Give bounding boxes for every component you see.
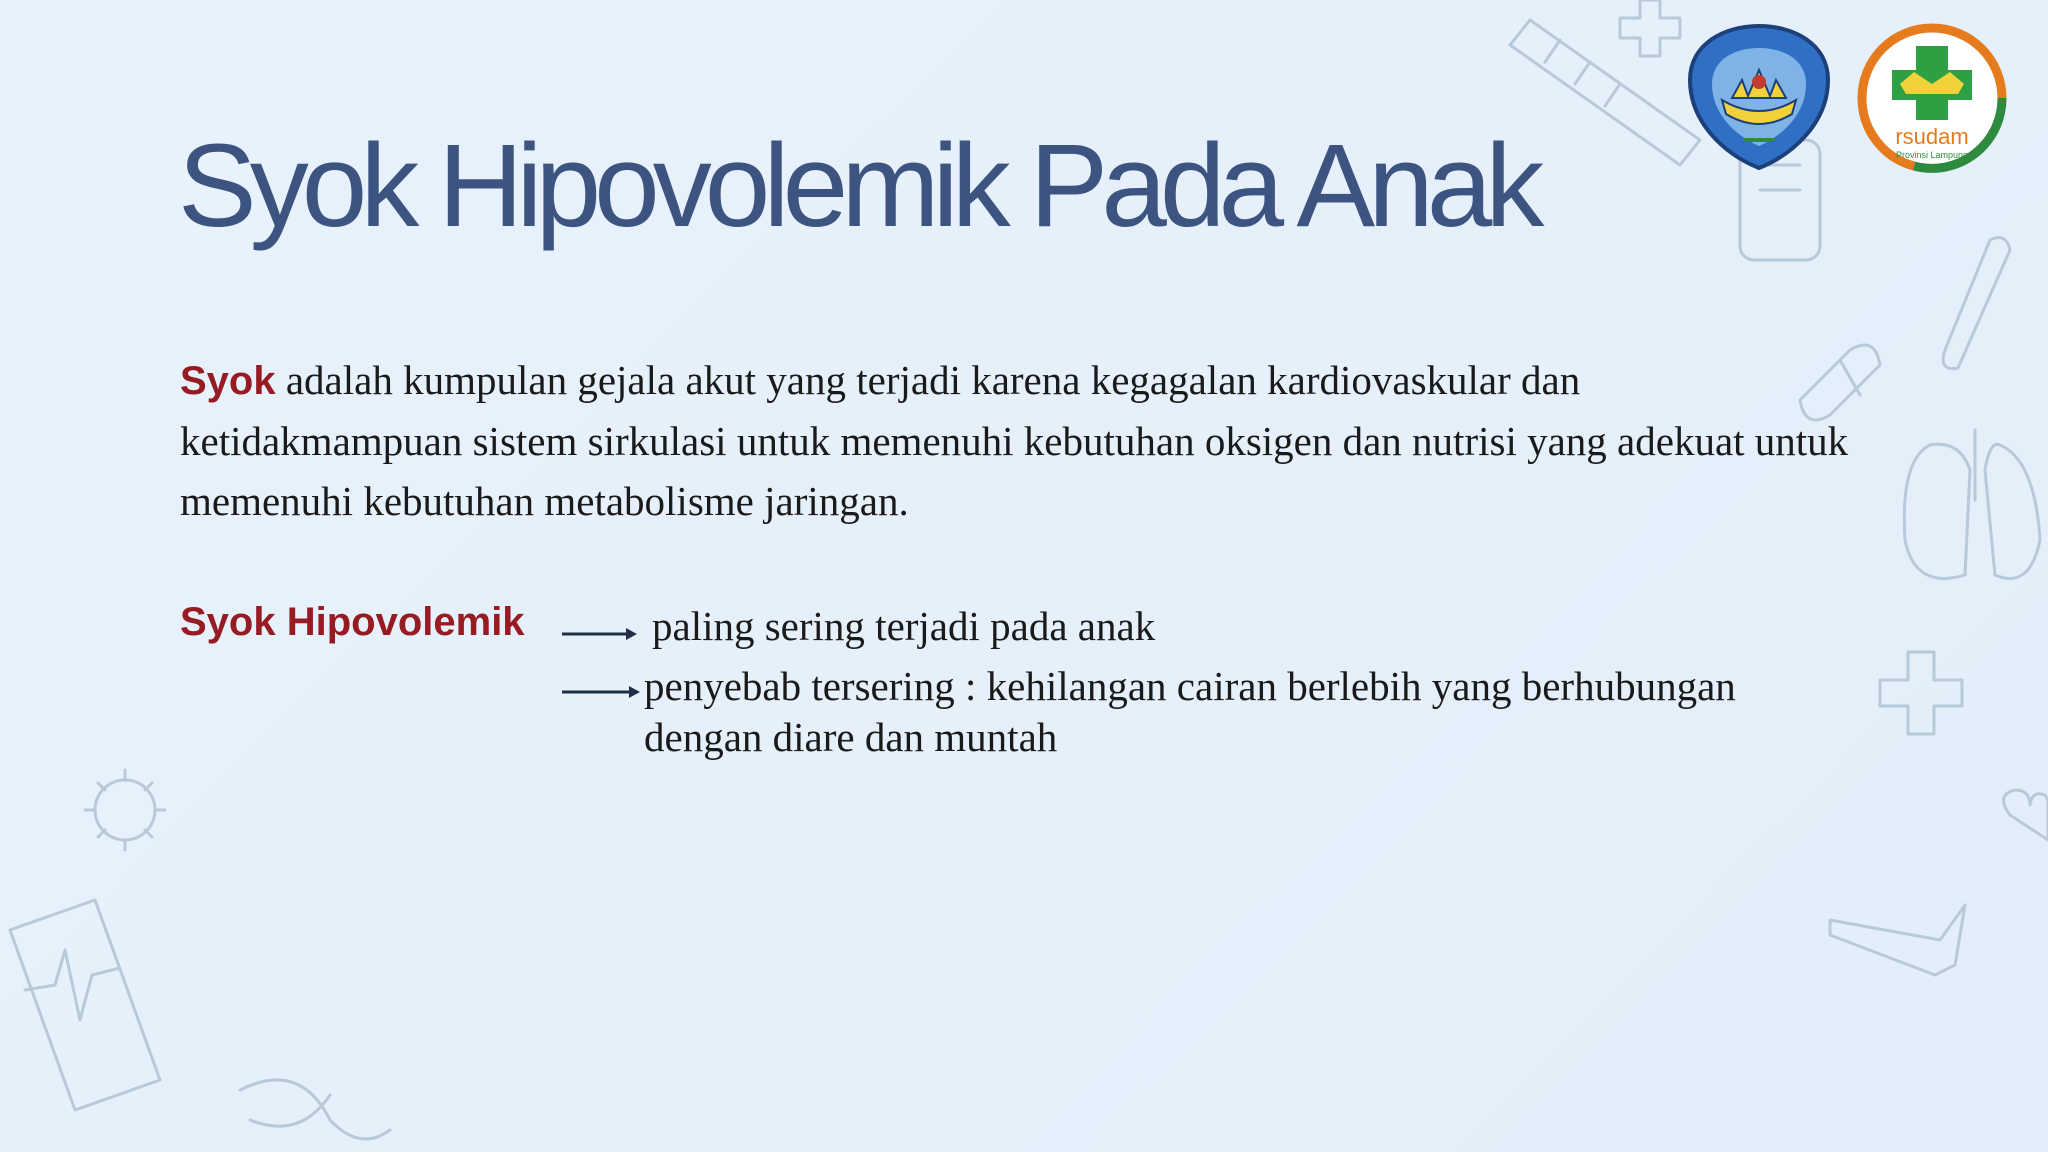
hospital-logo	[1854, 20, 2010, 176]
heart-doodle-icon	[2004, 790, 2048, 840]
definition-text: adalah kumpulan gejala akut yang terjadi karena kegagalan kardiovaskular dan ketidakmampuan sistem sirkulasi untuk memenuhi kebutuhan oksigen dan nutrisi yang adekuat untuk memenuhi kebutuhan metabolisme jaringan.	[180, 357, 1849, 524]
university-logo	[1684, 22, 1834, 172]
svg-text:Provinsi Lampung: Provinsi Lampung	[1895, 150, 1969, 160]
scalpel-doodle-icon	[1830, 905, 1965, 975]
svg-text:rsudam: rsudam	[1895, 124, 1969, 149]
subtopic-label: Syok Hipovolemik	[180, 600, 525, 644]
arrow-right-icon	[560, 680, 640, 704]
ecg-monitor-doodle-icon	[10, 900, 160, 1110]
virus-doodle-icon	[85, 770, 165, 850]
thermometer-doodle-icon	[1943, 238, 2010, 369]
lungs-doodle-icon	[1904, 430, 2040, 578]
dna-doodle-icon	[240, 1080, 390, 1139]
slide-title: Syok Hipovolemik Pada Anak	[178, 120, 1538, 252]
subtopic-point: paling sering terjadi pada anak	[652, 603, 1156, 649]
definition-term: Syok	[180, 359, 276, 403]
subtopic-point: penyebab tersering : kehilangan cairan berlebih yang berhubungan dengan diare dan muntah	[644, 663, 1736, 760]
definition-paragraph	[180, 350, 1860, 531]
syringe-doodle-icon	[1510, 20, 1700, 165]
arrow-right-icon	[560, 622, 640, 646]
